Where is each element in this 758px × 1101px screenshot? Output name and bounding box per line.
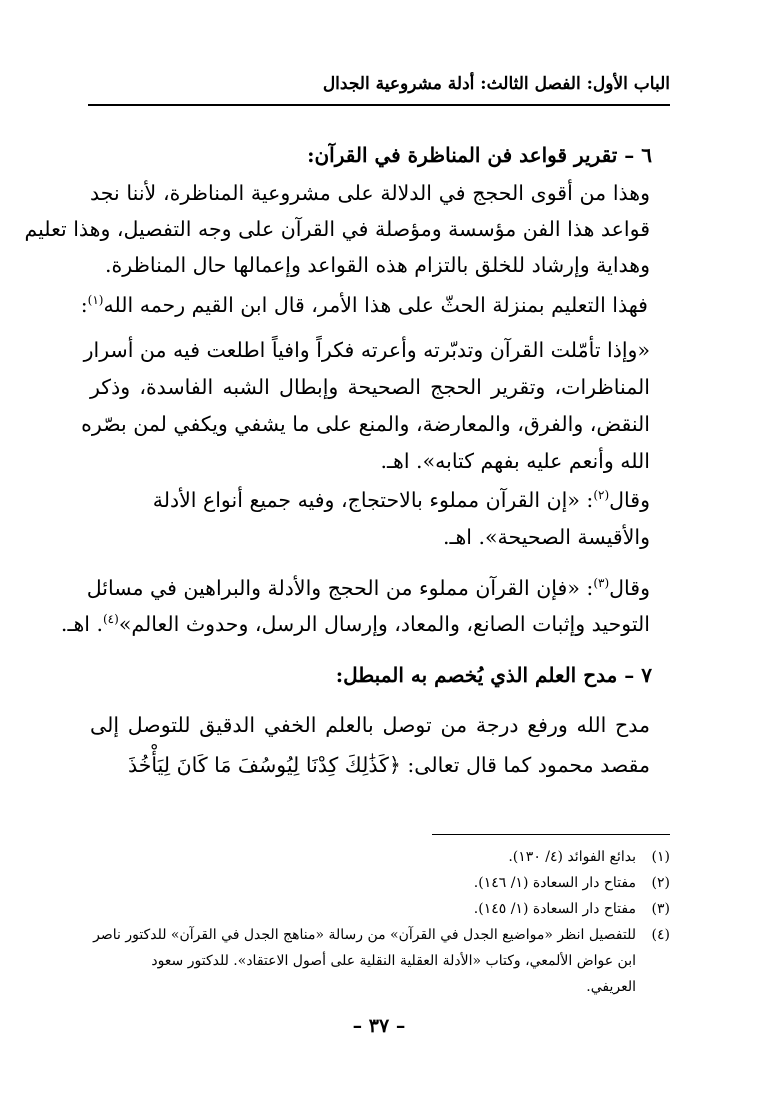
- paragraph-line: [60, 607, 650, 641]
- colon: :: [586, 488, 594, 512]
- footnote-text: للتفصيل انظر «مواضيع الجدل في القرآن» من رسالة «مناهج الجدل في القرآن» للدكتور ناصر: [93, 927, 636, 943]
- paragraph-line: [90, 483, 650, 517]
- footnote-item: [88, 922, 670, 948]
- quote-line: الله وأنعم عليه بفهم كتابه». اهـ.: [380, 449, 650, 473]
- line-text: وقال: [609, 576, 650, 600]
- line-text: وقال: [609, 488, 650, 512]
- footnote-marker: (٤): [102, 612, 119, 627]
- footnote-number: (٤): [651, 927, 670, 943]
- line-text: فهذا التعليم بمنزلة الحثّ على هذا الأمر، قال ابن القيم رحمه الله: [103, 293, 648, 317]
- footnote-number: (١): [651, 849, 670, 865]
- paragraph-line: مدح الله ورفع درجة من توصل بالعلم الخفي الدقيق للتوصل إلى: [90, 713, 650, 737]
- paragraph-line: قواعد هذا الفن مؤسسة ومؤصلة في القرآن على وجه التفصيل، وهذا تعليم: [24, 217, 650, 241]
- quote-line: المناظرات، وتقرير الحجج الصحيحة وإبطال الشبه الفاسدة، وذكر: [90, 375, 650, 399]
- footnote-text: بدائع الفوائد (٤/ ١٣٠).: [508, 849, 636, 865]
- footnote-marker: (٢): [593, 488, 610, 503]
- paragraph-line: [86, 571, 650, 605]
- quote-line: النقض، والفرق، والمعارضة، والمنع على ما يشفي ويكفي لمن بصّره: [81, 412, 650, 436]
- footnote-marker: (٣): [593, 576, 610, 591]
- colon: :: [80, 293, 88, 317]
- footnote-item: [88, 844, 670, 870]
- footnote-number: (٢): [651, 875, 670, 891]
- footnote-rule: [432, 834, 670, 835]
- paragraph-line: وهذا من أقوى الحجج في الدلالة على مشروعية المناظرة، لأننا نجد: [90, 181, 650, 205]
- footnote-text: مفتاح دار السعادة (١/ ١٤٦).: [473, 875, 636, 891]
- section-heading-6: ٦ – تقرير قواعد فن المناظرة في القرآن:: [307, 143, 652, 167]
- paragraph-line: وهداية وإرشاد للخلق بالتزام هذه القواعد وإعمالها حال المناظرة.: [105, 253, 650, 277]
- footnote-marker: (١): [87, 293, 104, 308]
- footnote-item: [88, 896, 670, 922]
- footnote-number: (٣): [651, 901, 670, 917]
- line-text: التوحيد وإثبات الصانع، والمعاد، وإرسال الرسل، وحدوث العالم»: [118, 612, 650, 636]
- footnote-continuation: ابن عواض الألمعي، وكتاب «الأدلة العقلية النقلية على أصول الاعتقاد». للدكتور سعود: [151, 953, 636, 969]
- header-rule: [88, 104, 670, 106]
- line-end: . اهـ.: [60, 612, 103, 636]
- colon: :: [586, 576, 594, 600]
- quote-text: «فإن القرآن مملوء من الحجج والأدلة والبراهين في مسائل: [86, 576, 580, 600]
- paragraph-line: والأقيسة الصحيحة». اهـ.: [442, 525, 650, 549]
- running-header: الباب الأول: الفصل الثالث: أدلة مشروعية الجدال: [322, 74, 670, 94]
- paragraph-line: مقصد محمود كما قال تعالى: ﴿كَذَٰلِكَ كِدْنَا لِيُوسُفَ مَا كَانَ لِيَأْخُذَ: [127, 753, 650, 777]
- section-heading-7: ٧ – مدح العلم الذي يُخصم به المبطل:: [335, 663, 652, 687]
- footnote-continuation: العريفي.: [586, 979, 636, 995]
- quote-text: «إن القرآن مملوء بالاحتجاج، وفيه جميع أنواع الأدلة: [152, 488, 580, 512]
- page-number: – ٣٧ –: [352, 1015, 406, 1037]
- footnote-text: مفتاح دار السعادة (١/ ١٤٥).: [473, 901, 636, 917]
- quote-line: «وإذا تأمّلت القرآن وتدبّرته وأعرته فكراً وافياً اطلعت فيه من أسرار: [83, 338, 650, 362]
- footnote-item: [88, 870, 670, 896]
- paragraph-line: [80, 288, 648, 322]
